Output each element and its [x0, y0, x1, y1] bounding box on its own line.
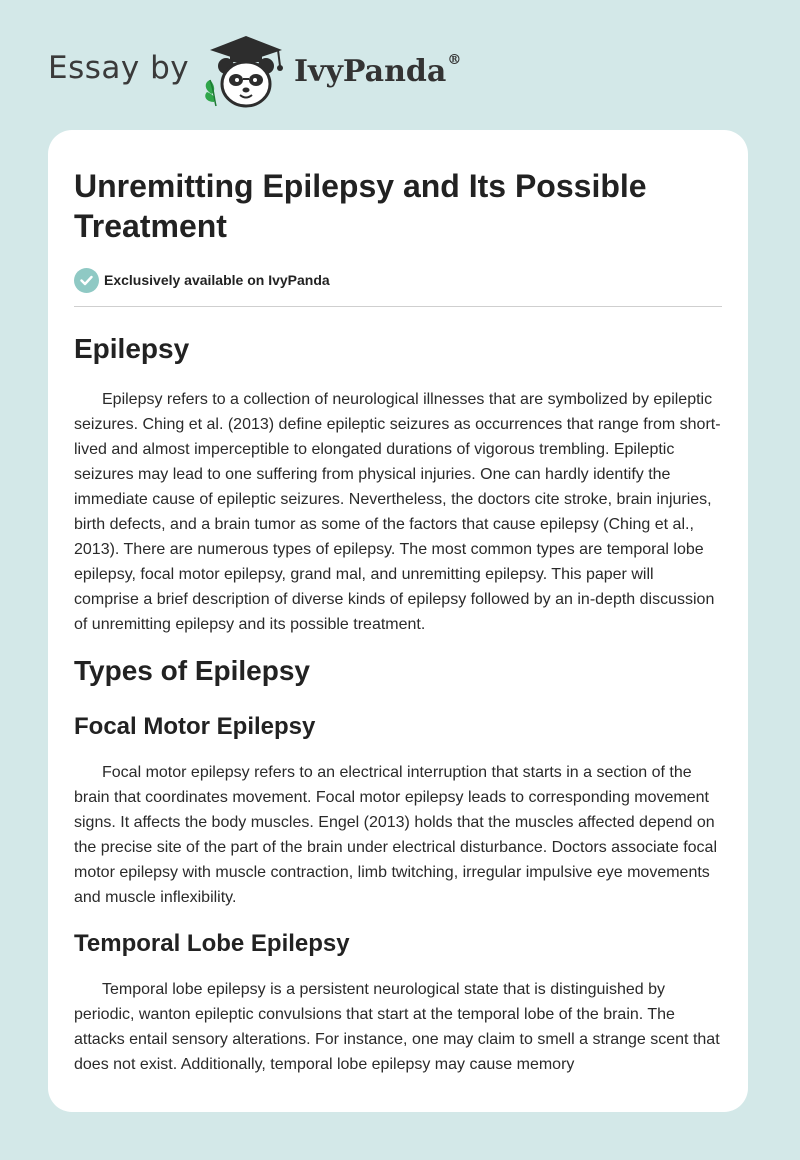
divider: [74, 306, 722, 307]
paragraph-epilepsy: Epilepsy refers to a collection of neurological illnesses that are symbolized by epileptic seizures. Ching et al. (2013) define epileptic seizures as occurrences that range from short-lived and almost imperceptible to elongated durations of vigorous trembling. Epileptic seizures may lead to one suffering from physical injuries. One can hardly identify the immediate cause of epileptic seizures. Nevertheless, the doctors cite stroke, brain injuries, birth defects, and a brain tumor as some of the factors that cause epilepsy (Ching et al., 2013). There are numerous types of epilepsy. The most common types are temporal lobe epilepsy, focal motor epilepsy, grand mal, and unremitting epilepsy. This paper will comprise a brief description of diverse kinds of epilepsy followed by an in-depth discussion of unremitting epilepsy and its possible treatment.: [74, 391, 721, 633]
subsection-heading-focal-motor: Focal Motor Epilepsy: [74, 713, 316, 740]
paragraph-focal-motor: Focal motor epilepsy refers to an electrical interruption that starts in a section of the brain that coordinates movement. Focal motor epilepsy leads to corresponding movement signs. It affects the body muscles. Engel (2013) holds that the muscles affected depend on the precise site of the part of the brain under electrical disturbance. Doctors associate focal motor epilepsy with muscle contraction, limb twitching, irregular impulsive eye movements and muscle inflexibility.: [74, 764, 718, 906]
check-circle-icon: [74, 268, 99, 293]
panda-logo-icon[interactable]: [200, 32, 292, 112]
paragraph-temporal-lobe: Temporal lobe epilepsy is a persistent neurological state that is distinguished by periodic, wanton epileptic convulsions that start at the temporal lobe of the brain. The attacks entail sensory alterations. For instance, one may claim to smell a strange scent that does not exist. Additionally, temporal lobe epilepsy may cause memory: [74, 981, 720, 1073]
registered-mark: ®: [447, 52, 462, 68]
exclusive-notice: [74, 266, 722, 294]
brand-label: IvyPanda: [294, 54, 447, 89]
ivy-leaf-icon: [205, 80, 216, 106]
section-heading-epilepsy: Epilepsy: [74, 333, 190, 364]
brand-name[interactable]: [294, 54, 461, 89]
essay-by-label: Essay by: [48, 50, 190, 86]
essay-card: [48, 130, 748, 1112]
subsection-heading-temporal-lobe: Temporal Lobe Epilepsy: [74, 930, 350, 957]
site-header: [48, 32, 748, 112]
section-heading-types: Types of Epilepsy: [74, 655, 310, 686]
exclusive-label: Exclusively available on IvyPanda: [104, 272, 330, 288]
essay-title: Unremitting Epilepsy and Its Possible Treatment: [74, 168, 647, 244]
